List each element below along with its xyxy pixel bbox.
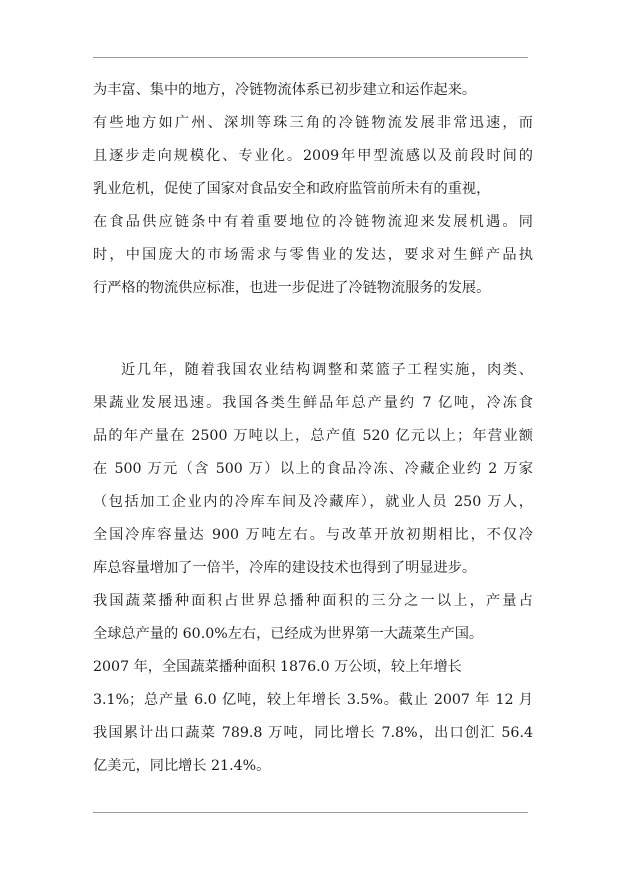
text-line: 行严格的物流供应标准，也进一步促进了冷链物流服务的发展。 — [93, 280, 491, 296]
text-line: 全国冷库容量达 900 万吨左右。与改革开放初期相比，不仅冷 — [93, 527, 533, 543]
text-line: 品的年产量在 2500 万吨以上，总产值 520 亿元以上；年营业额 — [93, 428, 533, 444]
text-line: 库总容量增加了一倍半，冷库的建设技术也得到了明显进步。 — [93, 560, 477, 576]
text-line: 亿美元，同比增长 21.4%。 — [93, 758, 271, 774]
text-line: 全球总产量的 60.0%左右，已经成为世界第一大蔬菜生产国。 — [93, 626, 484, 642]
text-line: 我国蔬菜播种面积占世界总播种面积的三分之一以上，产量占 — [93, 593, 533, 609]
text-line: 在 500 万元（含 500 万）以上的食品冷冻、冷藏企业约 2 万家 — [93, 461, 533, 477]
paragraph-cold-chain-development — [93, 74, 533, 305]
paragraph-agriculture-statistics — [93, 354, 533, 783]
text-line: 近几年，随着我国农业结构调整和菜篮子工程实施，肉类、 — [121, 362, 533, 378]
text-line: 2007 年，全国蔬菜播种面积 1876.0 万公顷，较上年增长 — [93, 659, 462, 675]
text-line: 且逐步走向规模化、专业化。2009年甲型流感以及前段时间的 — [93, 148, 533, 164]
text-line: 时，中国庞大的市场需求与零售业的发达，要求对生鲜产品执 — [93, 247, 533, 263]
text-line: （包括加工企业内的冷库车间及冷藏库），就业人员 250 万人， — [93, 494, 533, 510]
footer-rule — [93, 812, 528, 813]
text-line: 乳业危机，促使了国家对食品安全和政府监管前所未有的重视， — [93, 181, 491, 197]
header-rule — [93, 57, 528, 58]
text-line: 3.1%；总产量 6.0 亿吨，较上年增长 3.5%。截止 2007 年 12 月 — [93, 692, 533, 708]
text-line: 有些地方如广州、深圳等珠三角的冷链物流发展非常迅速，而 — [93, 115, 533, 131]
text-line: 果蔬业发展迅速。我国各类生鲜品年总产量约 7 亿吨，冷冻食 — [93, 395, 533, 411]
text-line: 在食品供应链条中有着重要地位的冷链物流迎来发展机遇。同 — [93, 214, 533, 230]
text-line: 为丰富、集中的地方，冷链物流体系已初步建立和运作起来。 — [93, 82, 477, 98]
text-line: 我国累计出口蔬菜 789.8 万吨，同比增长 7.8%，出口创汇 56.4 — [93, 725, 533, 741]
